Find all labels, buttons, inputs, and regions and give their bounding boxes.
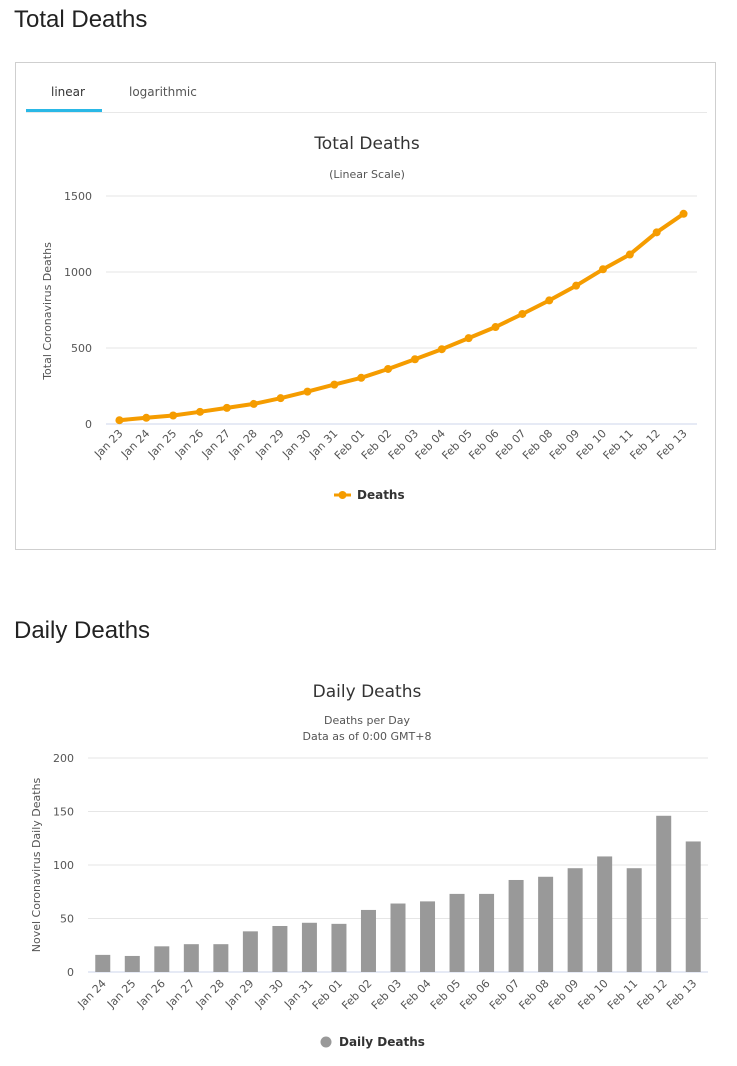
x-tick-label: Feb 09 bbox=[546, 426, 583, 463]
bar[interactable] bbox=[509, 880, 524, 972]
y-tick-label: 200 bbox=[53, 752, 74, 765]
data-point[interactable] bbox=[518, 310, 526, 318]
data-point[interactable] bbox=[277, 394, 285, 402]
data-point[interactable] bbox=[303, 388, 311, 396]
chart-title: Total Deaths bbox=[314, 134, 420, 154]
y-tick-label: 500 bbox=[71, 342, 92, 355]
y-tick-label: 50 bbox=[60, 912, 74, 926]
bar[interactable] bbox=[538, 877, 553, 972]
x-tick-label: Feb 05 bbox=[427, 976, 464, 1013]
y-axis-title: Total Coronavirus Deaths bbox=[41, 242, 54, 380]
x-tick-label: Jan 26 bbox=[134, 976, 168, 1011]
bar[interactable] bbox=[391, 904, 406, 972]
bar[interactable] bbox=[597, 856, 612, 972]
x-tick-label: Jan 26 bbox=[172, 426, 207, 461]
x-tick-label: Feb 01 bbox=[309, 976, 346, 1013]
legend-marker bbox=[339, 491, 347, 499]
data-point[interactable] bbox=[572, 282, 580, 290]
chart-subtitle: (Linear Scale) bbox=[329, 168, 405, 181]
data-point[interactable] bbox=[492, 323, 500, 331]
bar[interactable] bbox=[331, 924, 346, 972]
x-tick-label: Feb 05 bbox=[439, 426, 475, 463]
deaths-series-line bbox=[119, 214, 683, 420]
data-point[interactable] bbox=[142, 414, 150, 422]
total-deaths-chart bbox=[0, 62, 737, 542]
tab-logarithmic[interactable]: logarithmic bbox=[129, 85, 197, 99]
data-point[interactable] bbox=[599, 265, 607, 273]
data-point[interactable] bbox=[438, 345, 446, 353]
y-tick-label: 1500 bbox=[64, 190, 92, 203]
x-tick-label: Jan 31 bbox=[281, 976, 316, 1011]
legend-label: Deaths bbox=[357, 488, 405, 502]
x-tick-label: Feb 08 bbox=[520, 426, 556, 463]
x-tick-label: Feb 03 bbox=[385, 426, 422, 463]
data-point[interactable] bbox=[196, 408, 204, 416]
x-tick-label: Feb 01 bbox=[331, 426, 368, 463]
x-tick-label: Feb 04 bbox=[398, 976, 434, 1013]
x-tick-label: Jan 25 bbox=[145, 426, 180, 461]
bar[interactable] bbox=[272, 926, 287, 972]
y-tick-label: 0 bbox=[67, 966, 74, 979]
data-point[interactable] bbox=[384, 365, 392, 373]
x-tick-label: Jan 25 bbox=[104, 976, 139, 1011]
bar[interactable] bbox=[243, 931, 258, 972]
x-tick-label: Jan 24 bbox=[118, 426, 153, 461]
bar[interactable] bbox=[125, 956, 140, 972]
x-tick-label: Jan 30 bbox=[252, 976, 287, 1011]
bar[interactable] bbox=[656, 816, 671, 972]
x-tick-label: Feb 11 bbox=[604, 976, 641, 1013]
chart-subtitle-line-1: Deaths per Day bbox=[324, 714, 410, 727]
total-deaths-heading: Total Deaths bbox=[14, 6, 148, 33]
x-tick-label: Jan 29 bbox=[222, 976, 257, 1011]
x-tick-label: Feb 07 bbox=[493, 426, 529, 463]
data-point[interactable] bbox=[115, 416, 123, 424]
daily-deaths-heading: Daily Deaths bbox=[14, 617, 151, 644]
x-tick-label: Feb 04 bbox=[412, 426, 448, 463]
bar[interactable] bbox=[479, 894, 494, 972]
bar[interactable] bbox=[627, 868, 642, 972]
bar[interactable] bbox=[95, 955, 110, 972]
x-tick-label: Feb 02 bbox=[339, 976, 375, 1013]
data-point[interactable] bbox=[250, 400, 258, 408]
bar[interactable] bbox=[213, 944, 228, 972]
data-point[interactable] bbox=[465, 334, 473, 342]
bar[interactable] bbox=[420, 901, 435, 972]
x-tick-label: Feb 08 bbox=[516, 976, 552, 1013]
data-point[interactable] bbox=[169, 411, 177, 419]
x-tick-label: Jan 27 bbox=[163, 976, 198, 1011]
data-point[interactable] bbox=[223, 404, 231, 412]
x-tick-label: Feb 12 bbox=[634, 976, 670, 1013]
bar[interactable] bbox=[154, 946, 169, 972]
legend-label: Daily Deaths bbox=[339, 1035, 425, 1049]
x-tick-label: Jan 23 bbox=[91, 426, 126, 461]
x-tick-label: Feb 10 bbox=[573, 426, 610, 463]
chart-subtitle-line-2: Data as of 0:00 GMT+8 bbox=[302, 730, 432, 743]
data-point[interactable] bbox=[330, 381, 338, 389]
bar[interactable] bbox=[184, 944, 199, 972]
x-tick-label: Jan 28 bbox=[226, 426, 260, 461]
legend-deaths[interactable] bbox=[334, 488, 405, 502]
x-tick-label: Feb 10 bbox=[575, 976, 611, 1013]
bar[interactable] bbox=[450, 894, 465, 972]
x-tick-label: Feb 13 bbox=[664, 976, 700, 1013]
data-point[interactable] bbox=[545, 296, 553, 304]
x-tick-label: Jan 30 bbox=[280, 426, 314, 461]
x-tick-label: Feb 06 bbox=[457, 976, 493, 1013]
data-point[interactable] bbox=[653, 228, 661, 236]
daily-deaths-chart bbox=[0, 670, 737, 1066]
y-tick-label: 100 bbox=[53, 859, 74, 872]
y-axis-title: Novel Coronavirus Daily Deaths bbox=[30, 777, 43, 953]
legend-marker bbox=[321, 1037, 332, 1048]
x-tick-label: Feb 07 bbox=[486, 976, 523, 1013]
x-tick-label: Feb 12 bbox=[627, 426, 663, 463]
bar[interactable] bbox=[302, 923, 317, 972]
data-point[interactable] bbox=[357, 374, 365, 382]
y-tick-label: 150 bbox=[53, 805, 74, 819]
y-tick-label: 0 bbox=[85, 418, 92, 431]
bar[interactable] bbox=[361, 910, 376, 972]
x-tick-label: Feb 13 bbox=[654, 426, 690, 463]
x-tick-label: Jan 29 bbox=[253, 426, 287, 461]
y-tick-label: 1000 bbox=[64, 266, 92, 279]
x-tick-label: Feb 09 bbox=[545, 976, 582, 1013]
x-tick-label: Feb 11 bbox=[600, 426, 636, 463]
x-tick-label: Jan 24 bbox=[75, 976, 109, 1011]
x-tick-label: Feb 02 bbox=[358, 426, 395, 463]
bar[interactable] bbox=[686, 841, 701, 972]
legend-daily-deaths[interactable] bbox=[321, 1035, 425, 1049]
bar[interactable] bbox=[568, 868, 583, 972]
data-point[interactable] bbox=[680, 210, 688, 218]
data-point[interactable] bbox=[626, 251, 634, 259]
tab-linear[interactable]: linear bbox=[51, 85, 85, 99]
x-tick-label: Jan 31 bbox=[306, 426, 341, 461]
x-tick-label: Jan 28 bbox=[193, 976, 227, 1011]
chart-title: Daily Deaths bbox=[312, 682, 422, 702]
data-point[interactable] bbox=[411, 355, 419, 363]
x-tick-label: Feb 06 bbox=[466, 426, 502, 463]
x-tick-label: Feb 03 bbox=[368, 976, 405, 1013]
x-tick-label: Jan 27 bbox=[199, 426, 234, 461]
